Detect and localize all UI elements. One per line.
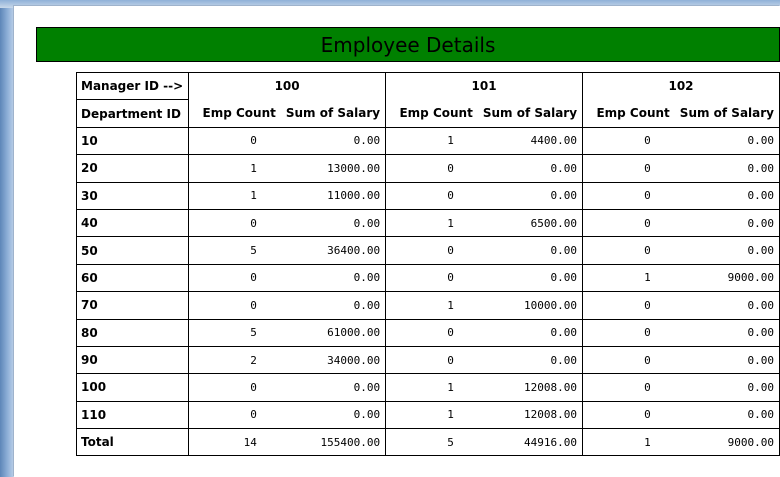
emp-count-cell: 1: [189, 182, 281, 209]
salary-sum-cell: 0.00: [675, 127, 780, 154]
report-title-bar: [36, 27, 780, 62]
salary-sum-cell: 6500.00: [478, 209, 583, 236]
department-id-cell: 20: [77, 155, 189, 182]
department-id-cell: 60: [77, 264, 189, 291]
table-row: [77, 127, 780, 154]
manager-header-101: 101: [386, 73, 583, 100]
emp-count-cell: 2: [189, 346, 281, 373]
table-row: [77, 209, 780, 236]
emp-count-cell: 0: [583, 374, 675, 401]
department-id-cell: Total: [77, 429, 189, 456]
emp-count-cell: 0: [386, 264, 478, 291]
emp-count-cell: 5: [189, 237, 281, 264]
manager-header-100: 100: [189, 73, 386, 100]
emp-count-cell: 0: [386, 319, 478, 346]
department-id-cell: 50: [77, 237, 189, 264]
emp-count-cell: 1: [386, 127, 478, 154]
col-header-emp-count: Emp Count: [189, 100, 281, 127]
salary-sum-cell: 0.00: [281, 374, 386, 401]
emp-count-cell: 0: [583, 237, 675, 264]
salary-sum-cell: 9000.00: [675, 264, 780, 291]
salary-sum-cell: 0.00: [675, 319, 780, 346]
emp-count-cell: 0: [583, 319, 675, 346]
department-id-cell: 30: [77, 182, 189, 209]
salary-sum-cell: 44916.00: [478, 429, 583, 456]
emp-count-cell: 0: [583, 346, 675, 373]
table-row: [77, 319, 780, 346]
salary-sum-cell: 0.00: [675, 292, 780, 319]
emp-count-cell: 0: [386, 155, 478, 182]
table-row: [77, 292, 780, 319]
salary-sum-cell: 0.00: [675, 182, 780, 209]
salary-sum-cell: 36400.00: [281, 237, 386, 264]
col-header-sum-salary: Sum of Salary: [281, 100, 386, 127]
salary-sum-cell: 0.00: [281, 127, 386, 154]
emp-count-cell: 0: [386, 182, 478, 209]
department-id-cell: 90: [77, 346, 189, 373]
emp-count-cell: 1: [386, 401, 478, 428]
emp-count-cell: 1: [583, 429, 675, 456]
salary-sum-cell: 155400.00: [281, 429, 386, 456]
table-row: [77, 182, 780, 209]
department-id-cell: 70: [77, 292, 189, 319]
emp-count-cell: 14: [189, 429, 281, 456]
emp-count-cell: 0: [189, 209, 281, 236]
emp-count-cell: 1: [386, 292, 478, 319]
emp-count-cell: 0: [189, 374, 281, 401]
emp-count-cell: 0: [386, 346, 478, 373]
salary-sum-cell: 10000.00: [478, 292, 583, 319]
emp-count-cell: 0: [583, 292, 675, 319]
table-row: [77, 264, 780, 291]
salary-sum-cell: 4400.00: [478, 127, 583, 154]
salary-sum-cell: 12008.00: [478, 374, 583, 401]
emp-count-cell: 0: [583, 155, 675, 182]
col-header-sum-salary: Sum of Salary: [478, 100, 583, 127]
department-id-cell: 10: [77, 127, 189, 154]
salary-sum-cell: 0.00: [478, 155, 583, 182]
department-id-cell: 100: [77, 374, 189, 401]
salary-sum-cell: 0.00: [281, 264, 386, 291]
table-row: [77, 401, 780, 428]
salary-sum-cell: 0.00: [281, 209, 386, 236]
salary-sum-cell: 0.00: [675, 374, 780, 401]
salary-sum-cell: 0.00: [478, 182, 583, 209]
salary-sum-cell: 0.00: [675, 237, 780, 264]
col-header-emp-count: Emp Count: [386, 100, 478, 127]
emp-count-cell: 5: [386, 429, 478, 456]
measure-header-row: [77, 100, 780, 127]
emp-count-cell: 5: [189, 319, 281, 346]
salary-sum-cell: 11000.00: [281, 182, 386, 209]
col-header-emp-count: Emp Count: [583, 100, 675, 127]
salary-sum-cell: 0.00: [281, 292, 386, 319]
emp-count-cell: 0: [189, 292, 281, 319]
emp-count-cell: 0: [189, 401, 281, 428]
window-frame-left: [0, 0, 14, 477]
department-id-cell: 110: [77, 401, 189, 428]
emp-count-cell: 1: [189, 155, 281, 182]
department-id-cell: 40: [77, 209, 189, 236]
salary-sum-cell: 0.00: [675, 401, 780, 428]
salary-sum-cell: 0.00: [478, 346, 583, 373]
salary-sum-cell: 0.00: [675, 209, 780, 236]
corner-label-manager: Manager ID -->: [77, 73, 189, 100]
emp-count-cell: 0: [583, 401, 675, 428]
salary-sum-cell: 12008.00: [478, 401, 583, 428]
salary-sum-cell: 0.00: [478, 264, 583, 291]
crosstab-table: [76, 72, 780, 456]
table-row: [77, 346, 780, 373]
salary-sum-cell: 0.00: [675, 155, 780, 182]
table-row: [77, 374, 780, 401]
department-id-cell: 80: [77, 319, 189, 346]
salary-sum-cell: 34000.00: [281, 346, 386, 373]
salary-sum-cell: 0.00: [675, 346, 780, 373]
table-row: [77, 155, 780, 182]
col-header-sum-salary: Sum of Salary: [675, 100, 780, 127]
manager-header-102: 102: [583, 73, 780, 100]
emp-count-cell: 0: [189, 127, 281, 154]
emp-count-cell: 1: [386, 374, 478, 401]
emp-count-cell: 0: [583, 209, 675, 236]
total-row: [77, 429, 780, 456]
salary-sum-cell: 9000.00: [675, 429, 780, 456]
salary-sum-cell: 13000.00: [281, 155, 386, 182]
salary-sum-cell: 61000.00: [281, 319, 386, 346]
salary-sum-cell: 0.00: [478, 319, 583, 346]
salary-sum-cell: 0.00: [478, 237, 583, 264]
emp-count-cell: 0: [583, 127, 675, 154]
table-row: [77, 237, 780, 264]
manager-header-row: [77, 73, 780, 100]
emp-count-cell: 0: [189, 264, 281, 291]
report-title: Employee Details: [320, 32, 496, 57]
emp-count-cell: 0: [583, 182, 675, 209]
emp-count-cell: 0: [386, 237, 478, 264]
emp-count-cell: 1: [583, 264, 675, 291]
emp-count-cell: 1: [386, 209, 478, 236]
corner-label-department: Department ID: [77, 100, 189, 127]
salary-sum-cell: 0.00: [281, 401, 386, 428]
